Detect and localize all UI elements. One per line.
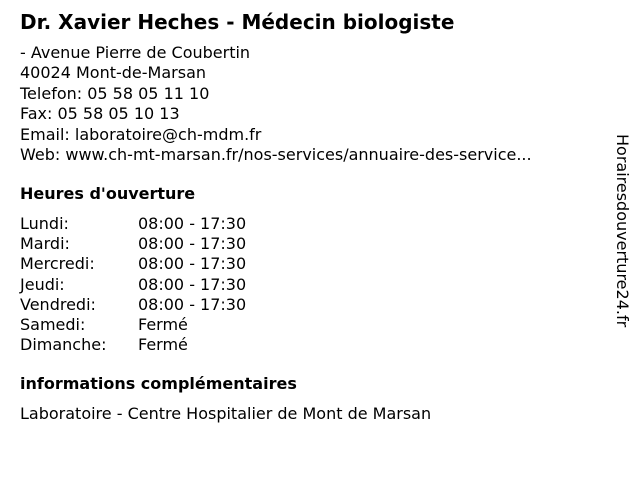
hours-row-tuesday [20,234,320,254]
address-street: - Avenue Pierre de Coubertin [20,43,251,62]
email-address: Email: laboratoire@ch-mdm.fr [20,124,262,144]
day-label: Lundi: [20,214,69,233]
day-label: Samedi: [20,314,86,334]
contact-block [20,43,532,165]
website-link: Web: www.ch-mt-marsan.fr/nos-services/annuaire-des-service... [20,144,532,164]
day-label: Mercredi: [20,254,95,274]
time-value: Fermé [138,335,188,355]
day-label: Dimanche: [20,335,107,355]
day-label: Vendredi: [20,294,96,314]
time-value: Fermé [138,314,188,334]
hours-row-sunday [20,335,320,355]
time-value: 08:00 - 17:30 [138,214,247,233]
opening-hours-heading: Heures d'ouverture [20,184,196,203]
additional-info-heading: informations complémentaires [20,374,297,393]
time-value: 08:00 - 17:30 [138,274,247,294]
hours-row-monday [20,214,320,234]
time-value: 08:00 - 17:30 [138,294,247,314]
fax-number: Fax: 05 58 05 10 13 [20,104,180,124]
address-city: 40024 Mont-de-Marsan [20,63,207,83]
time-value: 08:00 - 17:30 [138,254,247,274]
day-label: Mardi: [20,234,70,254]
hours-row-thursday [20,275,320,295]
opening-hours-table [20,214,320,355]
site-brand-watermark: Horairesdouverture24.fr [613,134,632,328]
day-label: Jeudi: [20,274,65,294]
hours-row-friday [20,295,320,315]
phone-number: Telefon: 05 58 05 11 10 [20,83,210,103]
hours-row-wednesday [20,254,320,274]
hours-row-saturday [20,315,320,335]
time-value: 08:00 - 17:30 [138,234,247,254]
page-title: Dr. Xavier Heches - Médecin biologiste [20,10,455,34]
additional-info-text: Laboratoire - Centre Hospitalier de Mont de Marsan [20,404,432,423]
